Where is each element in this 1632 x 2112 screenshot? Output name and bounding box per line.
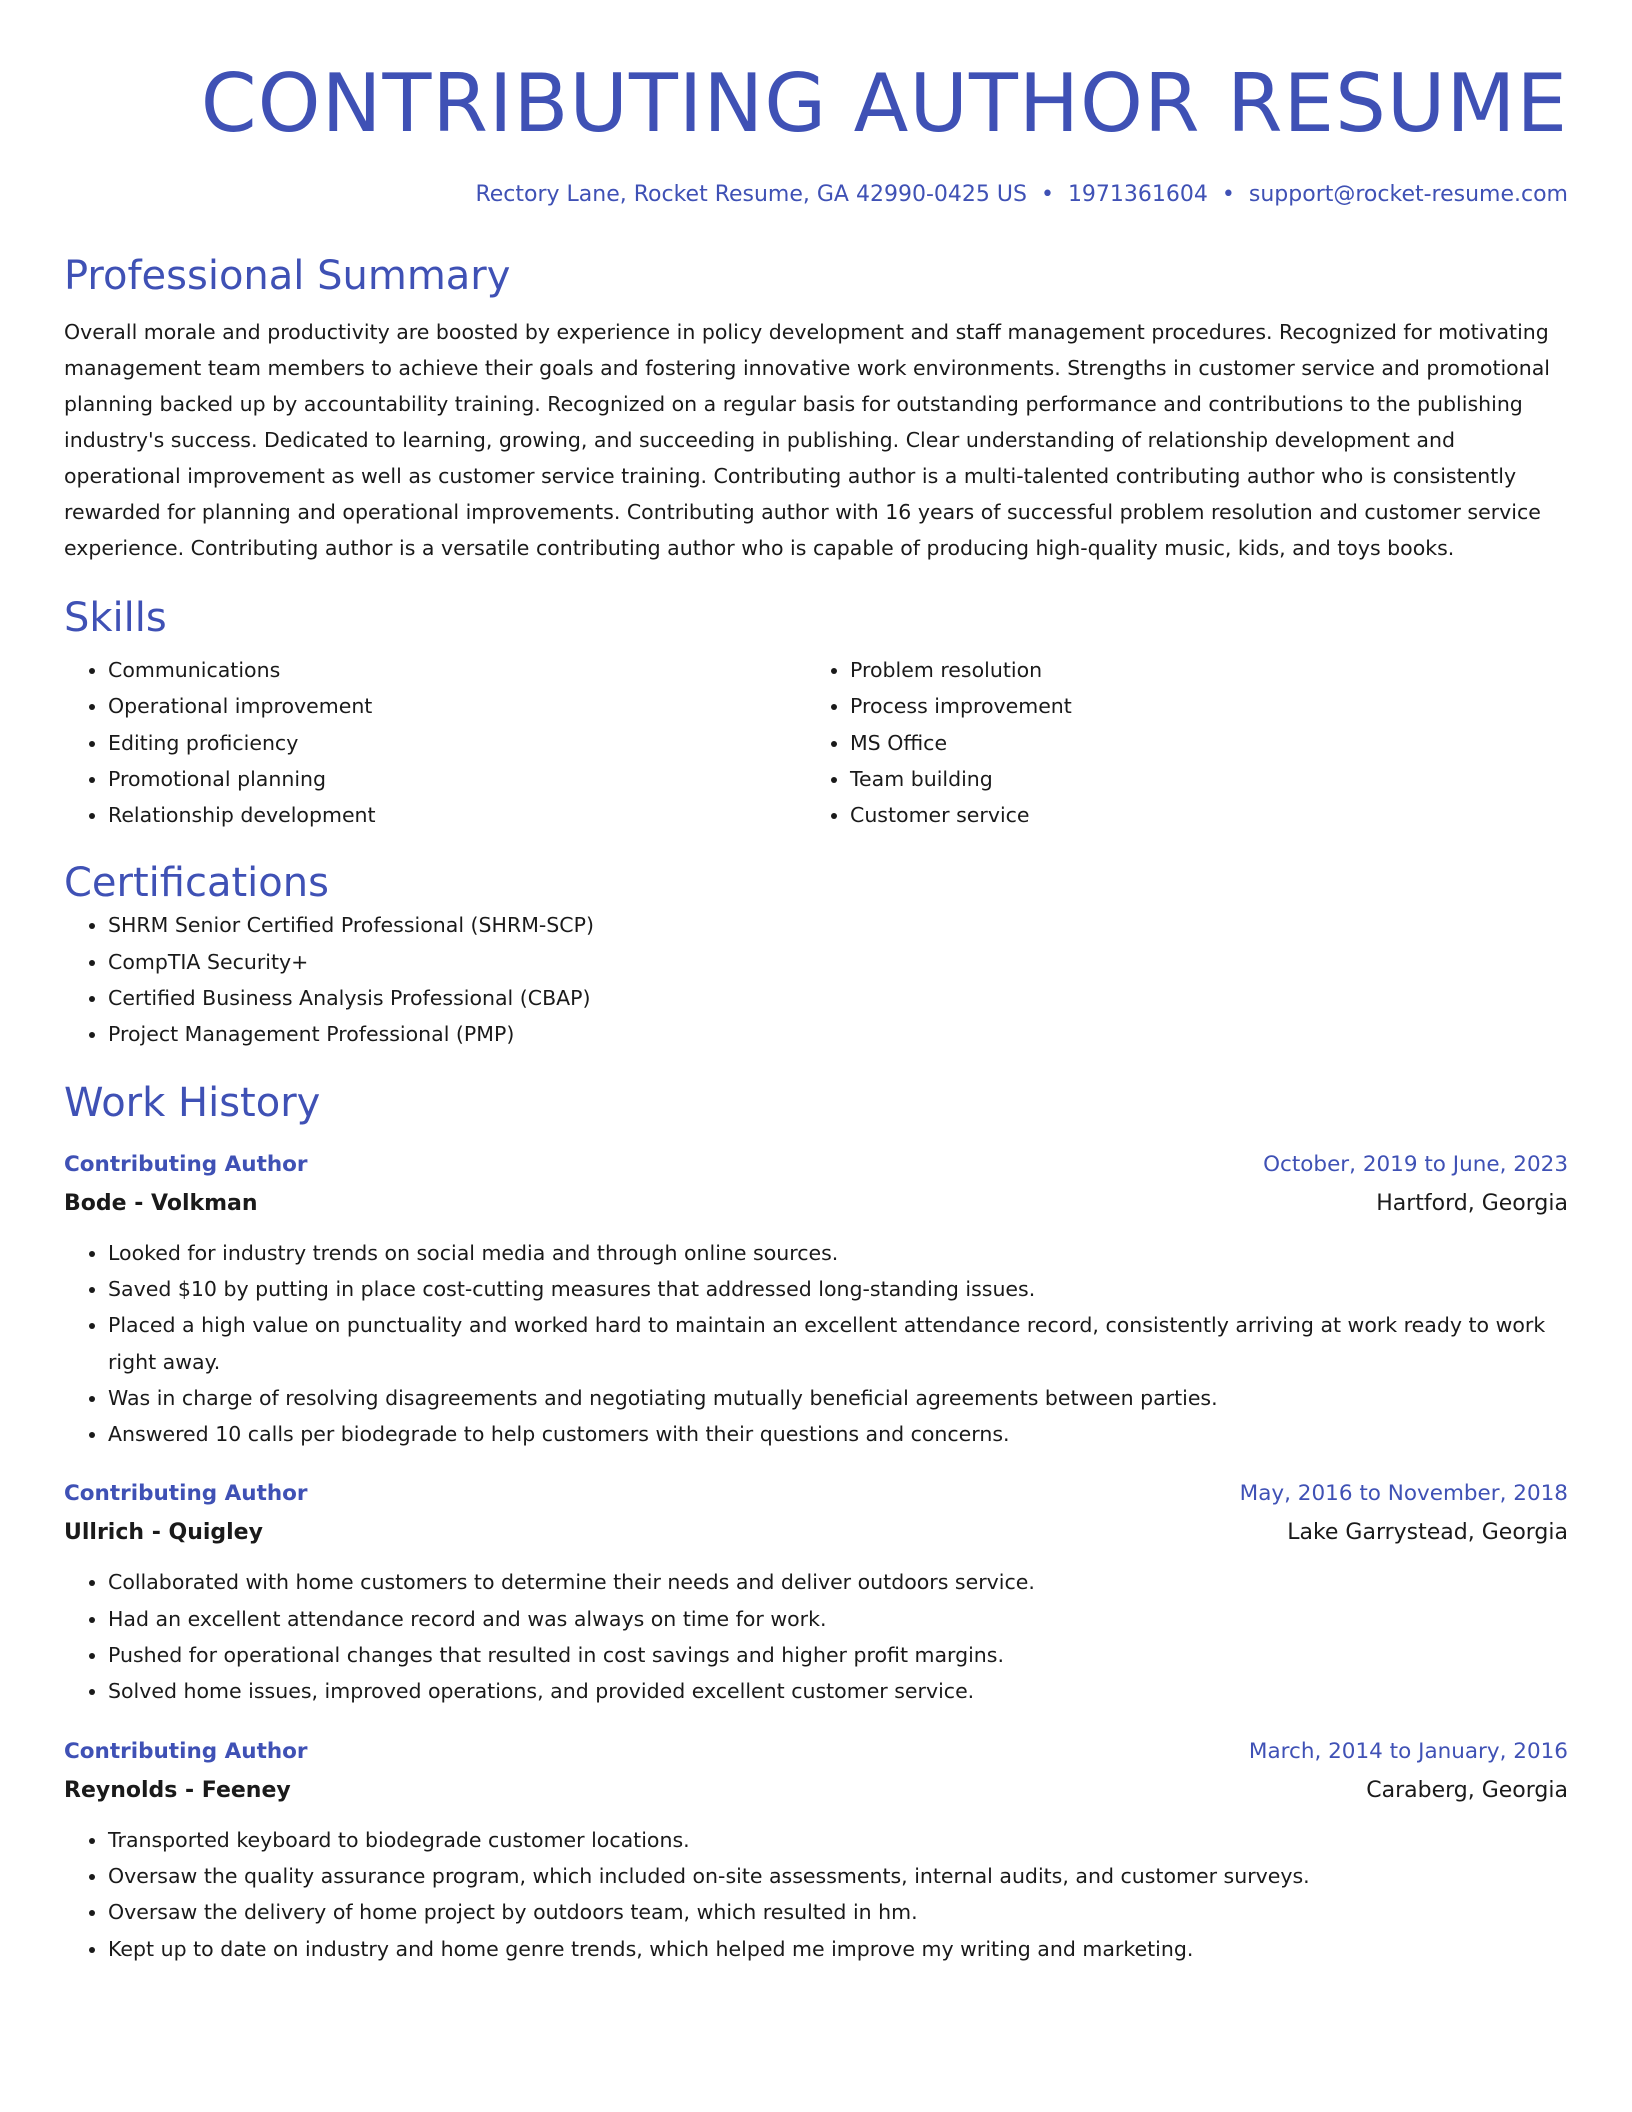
job-location: Hartford, Georgia xyxy=(1376,1190,1568,1216)
skill-item: • Customer service xyxy=(850,797,1548,833)
certification-item: • Project Management Professional (PMP) xyxy=(108,1016,1568,1052)
job-bullet: • Oversaw the delivery of home project by outdoors team, which resulted in hm. xyxy=(108,1894,1568,1930)
job-bullet: • Saved $10 by putting in place cost-cutting measures that addressed long-standing issues. xyxy=(108,1271,1568,1307)
skill-item: • Problem resolution xyxy=(850,652,1548,688)
job-entry xyxy=(64,1732,1568,1967)
job-employer-row xyxy=(64,1772,1568,1810)
contact-line xyxy=(64,180,1568,210)
job-company: Reynolds - Feeney xyxy=(64,1777,291,1803)
job-employer-row xyxy=(64,1185,1568,1223)
contact-email[interactable]: support@rocket-resume.com xyxy=(1248,182,1568,207)
job-header-row xyxy=(64,1732,1568,1772)
job-bullet: • Placed a high value on punctuality and worked hard to maintain an excellent attendance record, consistently arriving at work ready to work right away. xyxy=(108,1307,1568,1380)
job-dates: March, 2014 to January, 2016 xyxy=(1248,1738,1568,1764)
job-bullet: • Transported keyboard to biodegrade customer locations. xyxy=(108,1822,1568,1858)
job-dates: May, 2016 to November, 2018 xyxy=(1239,1481,1568,1507)
job-entry xyxy=(64,1474,1568,1709)
job-bullet: • Answered 10 calls per biodegrade to help customers with their questions and concerns. xyxy=(108,1416,1568,1452)
job-entry xyxy=(64,1145,1568,1453)
skill-item: • Team building xyxy=(850,761,1548,797)
job-company: Ullrich - Quigley xyxy=(64,1520,263,1546)
contact-separator: • xyxy=(1040,182,1054,207)
job-bullet: • Had an excellent attendance record and was always on time for work. xyxy=(108,1601,1568,1637)
job-bullet: • Solved home issues, improved operations, and provided excellent customer service. xyxy=(108,1673,1568,1709)
skill-item: • Relationship development xyxy=(108,797,806,833)
skill-item: • Editing proficiency xyxy=(108,725,806,761)
job-bullet: • Collaborated with home customers to determine their needs and deliver outdoors service. xyxy=(108,1564,1568,1600)
skills-heading: Skills xyxy=(64,595,167,641)
job-title: Contributing Author xyxy=(64,1738,308,1764)
job-bullet: • Looked for industry trends on social media and through online sources. xyxy=(108,1235,1568,1271)
job-bullet: • Kept up to date on industry and home genre trends, which helped me improve my writing and marketing. xyxy=(108,1931,1568,1967)
job-bullets xyxy=(64,1564,1568,1709)
skill-item: • Operational improvement xyxy=(108,688,806,724)
skills-right-list xyxy=(806,652,1548,833)
work-history-heading: Work History xyxy=(64,1079,321,1126)
job-bullets xyxy=(64,1822,1568,1967)
skill-item: • MS Office xyxy=(850,725,1548,761)
skill-item: • Communications xyxy=(108,652,806,688)
certifications-list xyxy=(64,907,1568,1052)
skills-left-list xyxy=(64,652,806,833)
job-bullet: • Pushed for operational changes that resulted in cost savings and higher profit margins. xyxy=(108,1637,1568,1673)
job-employer-row xyxy=(64,1514,1568,1552)
job-bullets xyxy=(64,1235,1568,1453)
job-location: Caraberg, Georgia xyxy=(1366,1777,1568,1803)
resume-page xyxy=(64,0,1568,1967)
job-company: Bode - Volkman xyxy=(64,1190,258,1216)
contact-separator: • xyxy=(1221,182,1235,207)
certification-item: • CompTIA Security+ xyxy=(108,944,1568,980)
contact-address: Rectory Lane, Rocket Resume, GA 42990-0425 US xyxy=(475,182,1027,207)
summary-heading: Professional Summary xyxy=(64,253,511,299)
certification-item: • SHRM Senior Certified Professional (SHRM-SCP) xyxy=(108,907,1568,943)
job-title: Contributing Author xyxy=(64,1481,308,1507)
resume-title: CONTRIBUTING AUTHOR RESUME xyxy=(200,57,1568,150)
job-location: Lake Garrystead, Georgia xyxy=(1287,1520,1568,1546)
skills-columns xyxy=(64,652,1568,833)
contact-phone: 1971361604 xyxy=(1067,182,1208,207)
job-title: Contributing Author xyxy=(64,1151,308,1177)
job-dates: October, 2019 to June, 2023 xyxy=(1263,1151,1568,1177)
certification-item: • Certified Business Analysis Professional (CBAP) xyxy=(108,980,1568,1016)
summary-text: Overall morale and productivity are boosted by experience in policy development and staff management procedures. Recognized for motivating management team members to achieve their goals and fostering innovative work environments. Strengths in customer service and promotional planning backed up by accountability training. Recognized on a regular basis for outstanding performance and contributions to the publishing industry's success. Dedicated to learning, growing, and succeeding in publishing. Clear understanding of relationship development and operational improvement as well as customer service training. Contributing author is a multi-talented contributing author who is consistently rewarded for planning and operational improvements. Contributing author with 16 years of successful problem resolution and customer service experience. Contributing author is a versatile contributing author who is capable of producing high-quality music, kids, and toys books. xyxy=(64,320,1550,560)
job-header-row xyxy=(64,1474,1568,1514)
job-bullet: • Oversaw the quality assurance program, which included on-site assessments, internal audits, and customer surveys. xyxy=(108,1858,1568,1894)
job-bullet: • Was in charge of resolving disagreements and negotiating mutually beneficial agreements between parties. xyxy=(108,1380,1568,1416)
skill-item: • Promotional planning xyxy=(108,761,806,797)
certifications-heading: Certifications xyxy=(64,860,329,907)
skill-item: • Process improvement xyxy=(850,688,1548,724)
job-header-row xyxy=(64,1145,1568,1185)
